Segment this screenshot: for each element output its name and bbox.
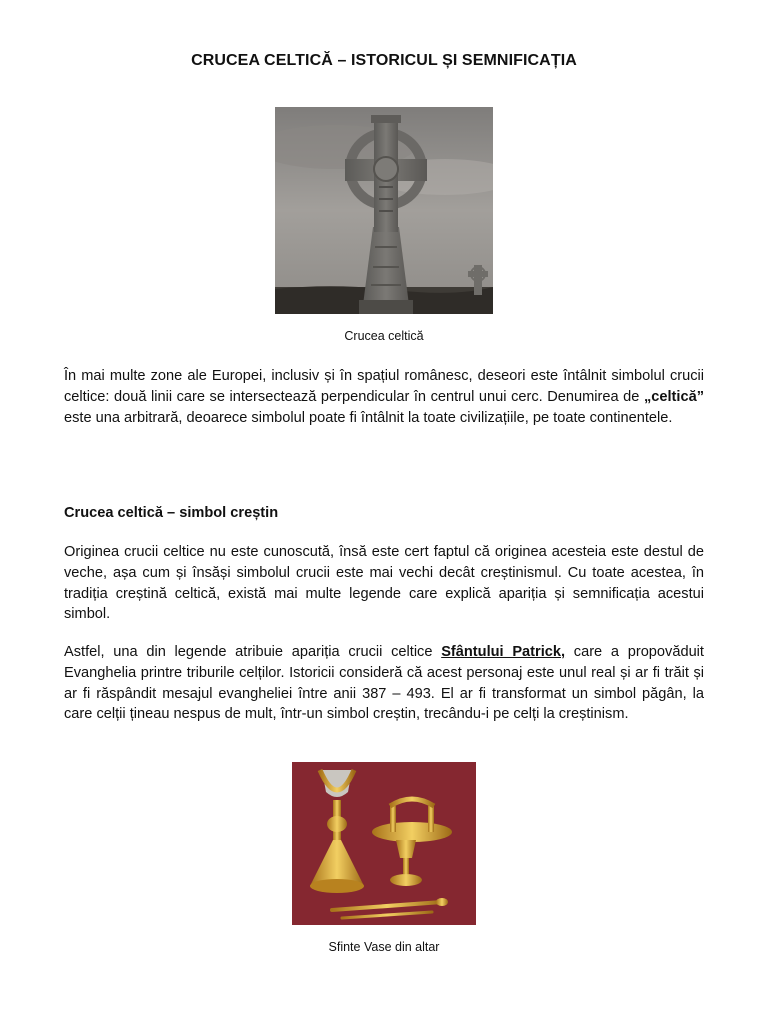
altar-vessels-illustration <box>292 762 476 925</box>
intro-text-end: este una arbitrară, deoarece simbolul poate fi întâlnit la toate civilizațiile, pe toate continentele. <box>64 409 673 426</box>
legend-text-end: care a propovăduit Evanghelia printre triburile celților. Istoricii consideră că acest personaj este unul real și ar fi trăit și ar fi răspândit mesajul evangheliei între anii 387 – 493. El ar fi transformat un simbol păgân, la care celții țineau nespus de mult, într-un simbol creștin, trecându-i pe celți la creștinism. <box>64 644 704 723</box>
legend-paragraph <box>64 642 704 725</box>
legend-text-start: Astfel, una din legende atribuie apariția crucii celtice <box>64 644 442 660</box>
intro-bold-term: „celtică” <box>643 388 704 405</box>
intro-paragraph <box>64 366 704 428</box>
figure-caption-altar-vessels: Sfinte Vase din altar <box>328 940 440 954</box>
celtic-cross-illustration <box>275 107 493 314</box>
celtic-cross-photo <box>275 107 493 314</box>
intro-text-start: În mai multe zone ale Europei, inclusiv și în spațiul românesc, deseori este întâlnit simbolul crucii celtice: două linii care se intersectează perpendicular în centrul unui cerc. Denumirea de <box>64 368 704 405</box>
saint-patrick-link[interactable]: Sfântului Patrick, <box>441 644 566 660</box>
altar-vessels-photo <box>292 762 476 925</box>
origin-paragraph: Originea crucii celtice nu este cunoscută, însă este cert faptul că originea acesteia este destul de veche, așa cum și însăși simbolul crucii este mai vechi decât creștinismul. Cu toate acestea, în tradiția creștină celtică, există mai multe legende care explică apariția și semnificația acestui simbol. <box>64 544 704 623</box>
page-title: CRUCEA CELTICĂ – ISTORICUL ȘI SEMNIFICAȚIA <box>191 52 577 69</box>
figure-caption-celtic-cross: Crucea celtică <box>344 329 424 343</box>
section-heading: Crucea celtică – simbol creștin <box>64 505 279 521</box>
